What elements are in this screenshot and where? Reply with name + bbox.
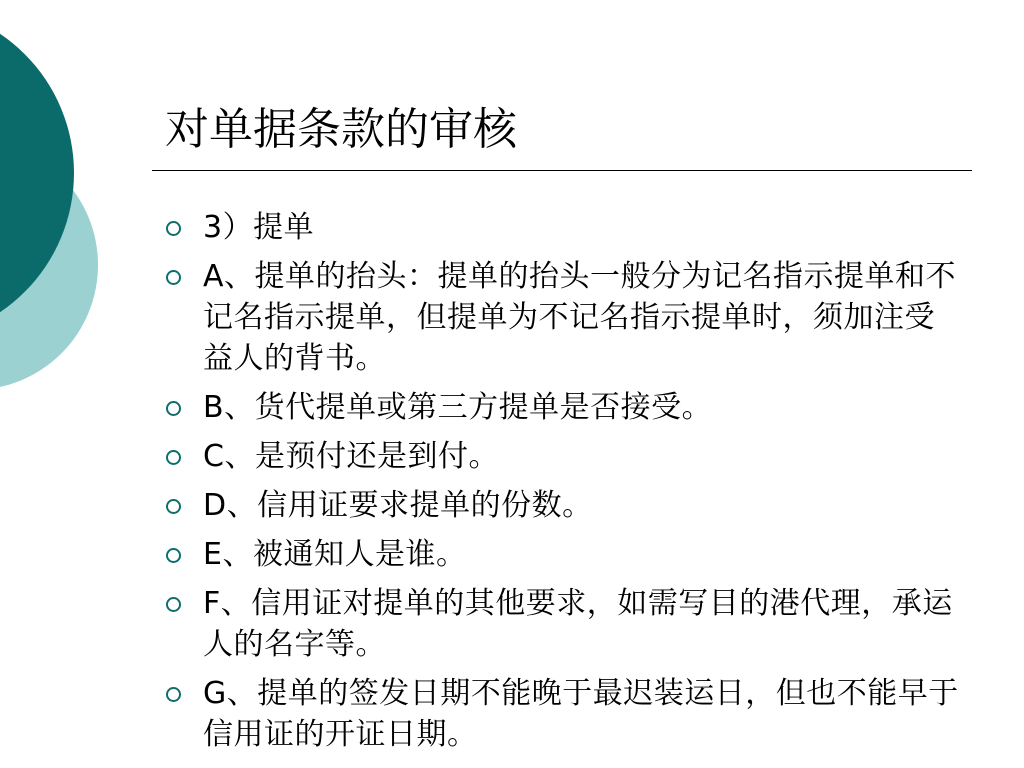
bullet-list <box>163 207 973 763</box>
bullet-text: B、货代提单或第三方提单是否接受。 <box>203 390 713 425</box>
bullet-circle-icon <box>166 450 181 465</box>
bullet-text: D、信用证要求提单的份数。 <box>203 488 593 523</box>
bullet-circle-icon <box>166 597 181 612</box>
bullet-text: C、是预付还是到付。 <box>203 439 499 474</box>
bullet-circle-icon <box>166 548 181 563</box>
bullet-text: G、提单的签发日期不能晚于最迟装运日，但也不能早于信用证的开证日期。 <box>203 676 959 752</box>
bullet-text: F、信用证对提单的其他要求，如需写目的港代理，承运人的名字等。 <box>203 586 953 662</box>
title-divider <box>152 170 972 171</box>
bullet-item <box>163 387 973 428</box>
bullet-text: A、提单的抬头：提单的抬头一般分为记名指示提单和不记名指示提单，但提单为不记名指示提单时，须加注受益人的背书。 <box>203 259 957 376</box>
bullet-item <box>163 534 973 575</box>
bullet-item <box>163 436 973 477</box>
slide-title: 对单据条款的审核 <box>165 104 517 155</box>
bullet-circle-icon <box>166 221 181 236</box>
bullet-circle-icon <box>166 499 181 514</box>
bullet-item <box>163 207 973 248</box>
bullet-text: E、被通知人是谁。 <box>203 537 467 572</box>
bullet-item <box>163 583 973 665</box>
bullet-circle-icon <box>166 270 181 285</box>
bullet-item <box>163 673 973 755</box>
bullet-item <box>163 485 973 526</box>
bullet-circle-icon <box>166 687 181 702</box>
bullet-circle-icon <box>166 401 181 416</box>
bullet-text: 3）提单 <box>203 210 315 245</box>
bullet-item <box>163 256 973 379</box>
